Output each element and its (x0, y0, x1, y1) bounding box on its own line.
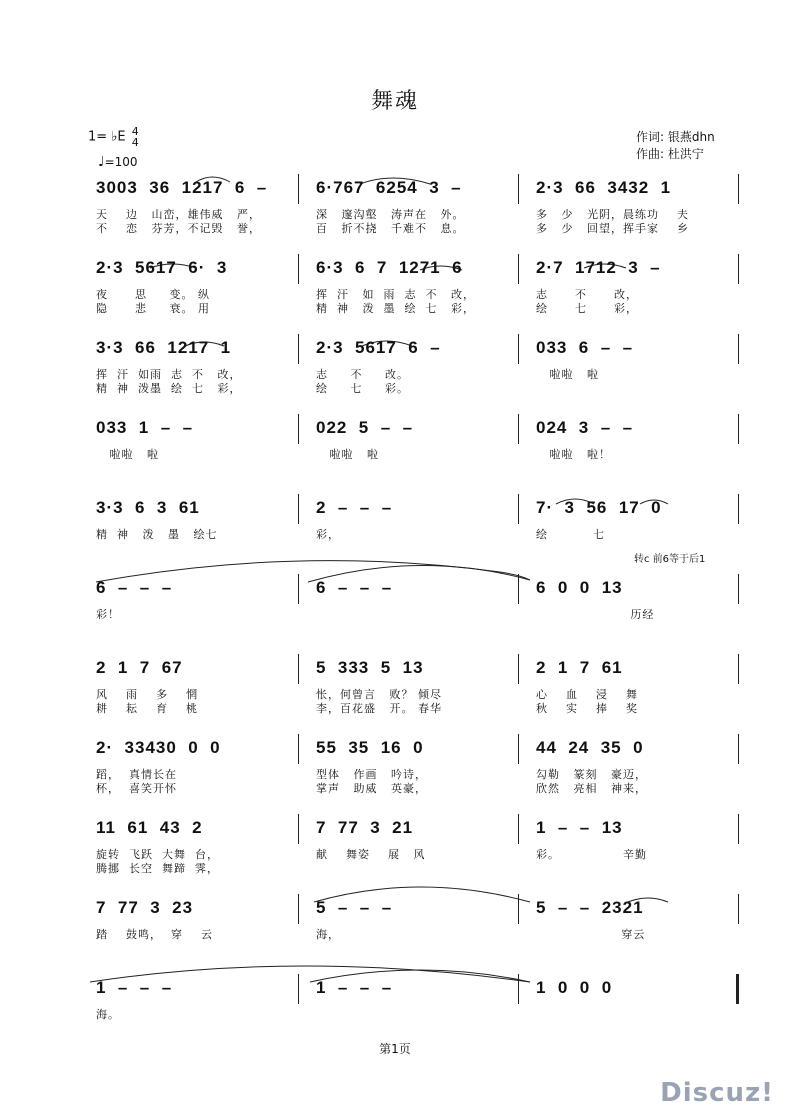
measure-notes: 033 1 – – (96, 418, 194, 437)
measure-notes: 44 24 35 0 (536, 738, 644, 757)
bar-line (298, 494, 299, 524)
composer-credit: 作曲: 杜洪宁 (636, 147, 704, 161)
lyric-line: 旋转 飞跃 大舞 台， (96, 848, 219, 861)
measure-notes: 6 – – – (316, 578, 393, 597)
lyric-line-2: 秋 实 捧 奖 (536, 702, 638, 715)
measure-notes: 2·3 5617 6 – (316, 338, 441, 357)
bar-line (518, 894, 519, 924)
lyric-line-2: 绘 七 彩。 (316, 382, 409, 395)
measure-notes: 3003 36 1217 6 – (96, 178, 268, 197)
tempo-marking: ♩=100 (98, 154, 138, 170)
bar-line (298, 814, 299, 844)
lyric-line-2: 欣然 亮相 神来， (536, 782, 647, 795)
bar-line (298, 894, 299, 924)
bar-line (738, 654, 739, 684)
song-title: 舞魂 (370, 89, 419, 114)
key-signature: 1= ♭E 4 4 (88, 125, 139, 149)
measure-notes: 6·3 6 7 1271 6 (316, 258, 463, 277)
measure-notes: 7 77 3 23 (96, 898, 194, 917)
lyric-line: 风 雨 多 惘 (96, 688, 198, 701)
lyric-line-2: 杯， 喜笑开怀 (96, 782, 177, 795)
bar-line (298, 414, 299, 444)
bar-line (518, 814, 519, 844)
measure-notes: 2 1 7 61 (536, 658, 623, 677)
lyric-line: 历经 (536, 608, 655, 621)
lyricist-credit: 作词: 银燕dhn (636, 130, 715, 144)
lyric-line-2: 绘 七 彩， (536, 302, 638, 315)
bar-line (518, 734, 519, 764)
bar-line (738, 254, 739, 284)
bar-line (298, 574, 299, 604)
watermark-logo: Discuz! (660, 1078, 774, 1108)
lyric-line: 多 少 光阴，晨练功 夫 (536, 208, 689, 221)
bar-line (518, 414, 519, 444)
lyric-line-2: 精 神 泼墨 绘 七 彩， (96, 382, 242, 395)
bar-line (518, 574, 519, 604)
bar-line (738, 174, 739, 204)
lyric-line: 天 边 山峦，雄伟威 严， (96, 208, 261, 221)
measure-notes: 2·3 66 3432 1 (536, 178, 672, 197)
bar-line (298, 654, 299, 684)
lyric-line-2: 掌声 助威 英豪， (316, 782, 427, 795)
bar-line (738, 734, 739, 764)
measure-notes: 024 3 – – (536, 418, 634, 437)
lyric-line-2: 腾挪 长空 舞蹄 霁， (96, 862, 219, 875)
measure-notes: 5 333 5 13 (316, 658, 424, 677)
measure-notes: 5 – – – (316, 898, 393, 917)
lyric-line: 心 血 浸 舞 (536, 688, 638, 701)
bar-line (298, 974, 299, 1004)
lyric-line: 志 不 改。 (316, 368, 409, 381)
measure-notes: 022 5 – – (316, 418, 414, 437)
measure-notes: 2·7 1712 3 – (536, 258, 661, 277)
lyric-line: 彩， (316, 528, 340, 541)
lyric-line-2: 隐 悲 衰。 用 (96, 302, 210, 315)
lyric-line-2: 百 折不挠 千难不 息。 (316, 222, 465, 235)
lyric-line-2: 多 少 回望，挥手家 乡 (536, 222, 689, 235)
lyric-line-2: 李，百花盛 开。 春华 (316, 702, 442, 715)
bar-line (298, 174, 299, 204)
lyric-line: 啦啦 啦 (316, 448, 379, 461)
lyric-line: 勾勒 篆刻 豪迈， (536, 768, 647, 781)
quarter-note-icon: ♩ (98, 154, 105, 170)
lyric-line: 献 舞姿 展 风 (316, 848, 426, 861)
measure-notes: 3·3 66 1217 1 (96, 338, 232, 357)
lyric-line: 踏 鼓鸣， 穿 云 (96, 928, 213, 941)
final-bar-line (736, 974, 739, 1004)
bar-line (738, 574, 739, 604)
bar-line (298, 254, 299, 284)
bar-line (518, 254, 519, 284)
lyric-line-2: 不 恋 芬芳，不记毁 誉， (96, 222, 261, 235)
measure-notes: 2 – – – (316, 498, 393, 517)
lyric-line: 挥 汗 如 雨 志 不 改， (316, 288, 475, 301)
lyric-line: 怅，何曾言 败？ 倾尽 (316, 688, 442, 701)
lyric-line: 型体 作画 吟诗， (316, 768, 427, 781)
bar-line (518, 174, 519, 204)
lyric-line-2: 精 神 泼 墨 绘 七 彩， (316, 302, 475, 315)
measure-notes: 7· 3 56 17 0 (536, 498, 662, 517)
measure-notes: 7 77 3 21 (316, 818, 414, 837)
lyric-line: 挥 汗 如雨 志 不 改， (96, 368, 242, 381)
lyric-line: 海， (316, 928, 340, 941)
measure-notes: 11 61 43 2 (96, 818, 203, 837)
lyric-line: 海。 (96, 1008, 120, 1021)
lyric-line: 夜 思 变。 纵 (96, 288, 210, 301)
bar-line (518, 974, 519, 1004)
measure-notes: 6 0 0 13 (536, 578, 623, 597)
time-sig-bottom: 4 (131, 136, 139, 149)
lyric-line: 精 神 泼 墨 绘七 (96, 528, 218, 541)
lyric-line: 啦啦 啦 (96, 448, 159, 461)
measure-notes: 1 – – – (96, 978, 173, 997)
measure-notes: 2· 33430 0 0 (96, 738, 221, 757)
time-sig-top: 4 (131, 125, 139, 138)
measure-notes: 1 – – 13 (536, 818, 623, 837)
lyric-line: 蹈， 真情长在 (96, 768, 177, 781)
lyric-line: 啦啦 啦！ (536, 448, 611, 461)
lyric-line: 深 邃沟壑 涛声在 外。 (316, 208, 465, 221)
lyric-line-2: 耕 耘 育 桃 (96, 702, 198, 715)
measure-notes: 1 0 0 0 (536, 978, 613, 997)
bar-line (298, 734, 299, 764)
lyric-line: 彩！ (96, 608, 120, 621)
measure-notes: 6 – – – (96, 578, 173, 597)
lyric-line: 啦啦 啦 (536, 368, 599, 381)
bar-line (518, 654, 519, 684)
lyric-line: 志 不 改， (536, 288, 638, 301)
measure-notes: 6·767 6254 3 – (316, 178, 462, 197)
bar-line (738, 414, 739, 444)
measure-notes: 2 1 7 67 (96, 658, 183, 677)
bar-line (738, 814, 739, 844)
measure-notes: 1 – – – (316, 978, 393, 997)
measure-notes: 3·3 6 3 61 (96, 498, 200, 517)
measure-notes: 2·3 5617 6· 3 (96, 258, 228, 277)
bar-line (738, 894, 739, 924)
measure-notes: 5 – – 2321 (536, 898, 644, 917)
bar-line (738, 494, 739, 524)
bar-line (518, 334, 519, 364)
page-number: 第1页 (379, 1042, 411, 1056)
bar-line (738, 334, 739, 364)
lyric-line: 穿云 (536, 928, 646, 941)
measure-notes: 55 35 16 0 (316, 738, 424, 757)
bar-line (518, 494, 519, 524)
lyric-line: 彩。 辛勤 (536, 848, 647, 861)
lyric-line: 绘 七 (536, 528, 605, 541)
bar-line (298, 334, 299, 364)
modulation-note: 转c 前6等于后1 (634, 554, 706, 565)
measure-notes: 033 6 – – (536, 338, 634, 357)
